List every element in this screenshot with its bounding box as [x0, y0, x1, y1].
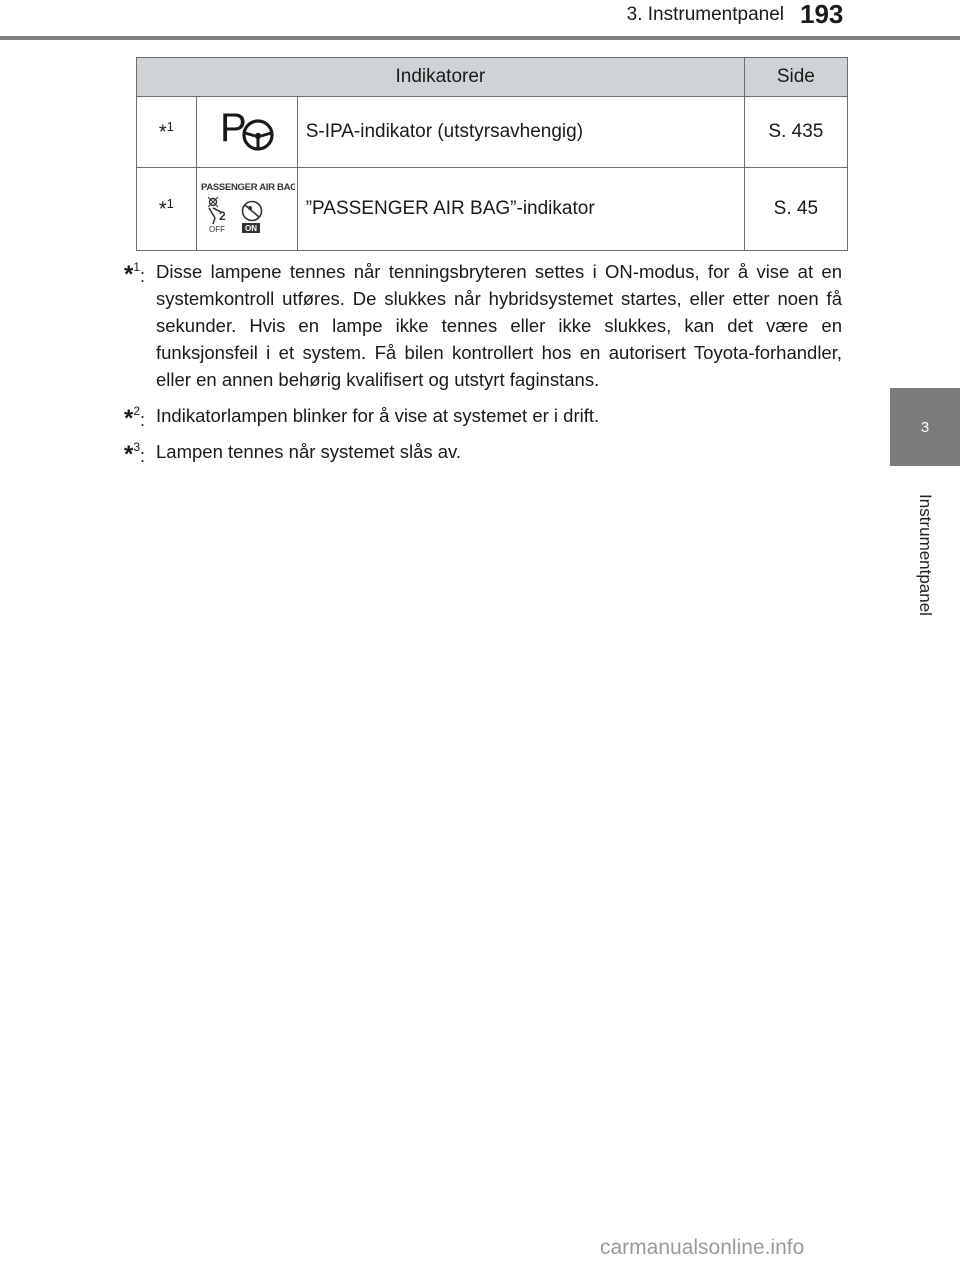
footnote-text: Indikatorlampen blinker for å vise at systemet er i drift.	[156, 405, 600, 426]
air-bag-off-text: OFF	[208, 225, 225, 234]
indicator-icon-cell	[196, 168, 297, 251]
footnote-1	[120, 258, 842, 393]
footnotes	[120, 258, 842, 474]
marker-asterisk: *	[158, 121, 167, 144]
indicator-description: ”PASSENGER AIR BAG”-indikator	[297, 168, 744, 251]
chapter-tab	[890, 388, 960, 466]
footnote-3	[120, 438, 842, 469]
air-bag-on-text: ON	[244, 224, 257, 233]
footnote-marker	[137, 168, 197, 251]
footnote-text: Lampen tennes når systemet slås av.	[156, 441, 462, 462]
air-bag-label: PASSENGER AIR BAG	[200, 182, 295, 193]
indicator-icon-cell	[196, 97, 297, 168]
page-reference: S. 435	[744, 97, 847, 168]
footnote-marker: *$^1$:	[124, 260, 146, 289]
air-bag-off-symbol	[208, 197, 226, 234]
indicator-description: S-IPA-indikator (utstyrsavhengig)	[297, 97, 744, 168]
s-ipa-letter: P	[219, 106, 247, 150]
svg-text:2: 2	[218, 209, 226, 223]
footnote-marker	[137, 97, 197, 168]
footnote-text: Disse lampene tennes når tenningsbryteren settes i ON-modus, for å vise at en systemkontroll utføres. De slukkes når hybridsystemet startes, eller etter noen få sekunder. Hvis en lampe ikke tennes eller ikke slukkes, kan det være en funksjonsfeil i et system. Få bilen kontrollert hos en autorisert Toyota-forhandler, eller en annen behørig kvalifisert og utstyrt faginstans.	[156, 261, 842, 390]
air-bag-on-symbol	[242, 202, 262, 234]
page-number: 193	[800, 0, 844, 29]
table-row	[137, 168, 848, 251]
footnote-marker: *$^2$:	[124, 404, 146, 433]
passenger-air-bag-icon	[199, 178, 295, 234]
chapter-tab-label	[883, 480, 960, 630]
table-header-row	[137, 58, 848, 97]
marker-number: 1	[166, 196, 174, 212]
header-divider	[0, 36, 960, 40]
chapter-tab-label-text: Instrumentpanel	[916, 494, 935, 616]
header-page: Side	[744, 58, 847, 97]
marker-asterisk: *	[158, 198, 167, 221]
footnote-marker: *$^3$:	[124, 440, 146, 469]
marker-number: 1	[166, 119, 174, 135]
indicator-table	[136, 57, 848, 251]
page-reference: S. 45	[744, 168, 847, 251]
chapter-title: 3. Instrumentpanel	[626, 4, 784, 25]
s-ipa-p-steering-icon	[217, 103, 277, 155]
chapter-tab-number: 3	[920, 418, 930, 436]
footnote-2	[120, 402, 842, 433]
watermark: carmanualsonline.info	[600, 1236, 805, 1259]
header-indicators: Indikatorer	[137, 58, 745, 97]
table-row	[137, 97, 848, 168]
